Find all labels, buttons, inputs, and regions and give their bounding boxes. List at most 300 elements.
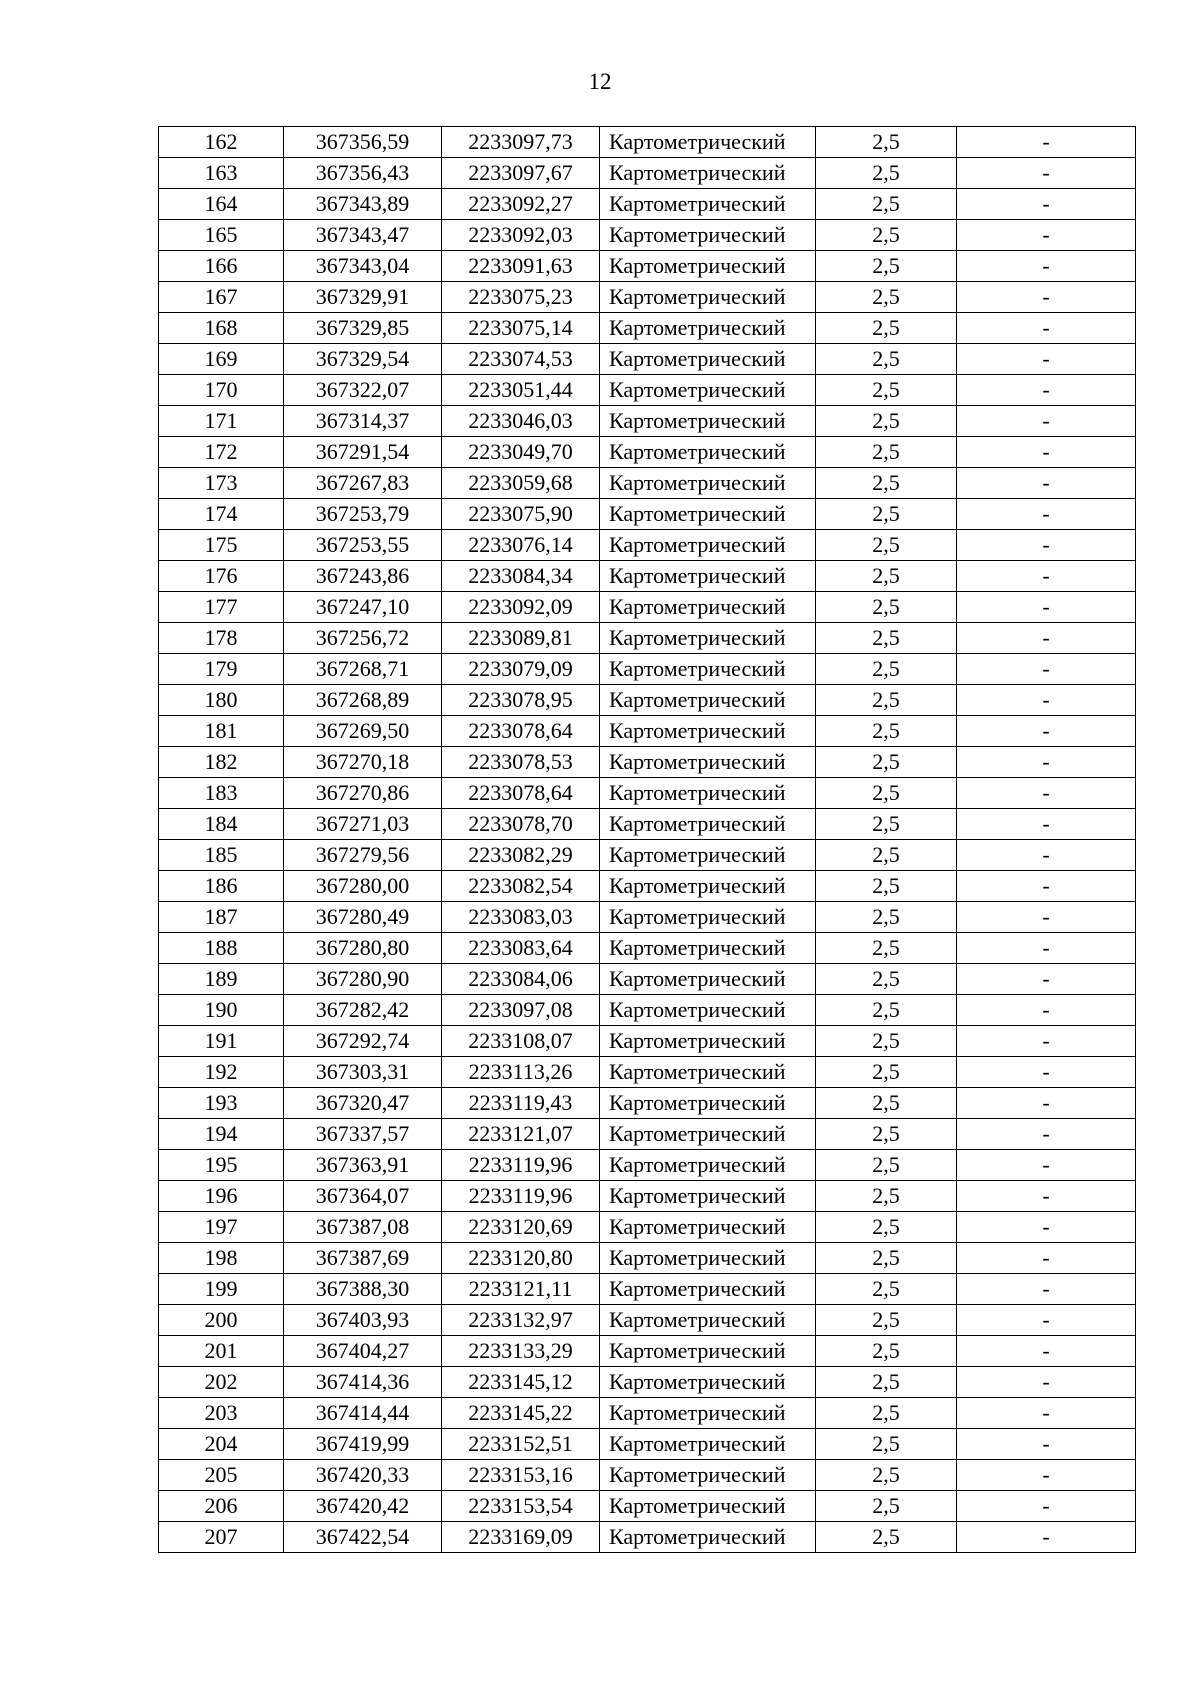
- y-coordinate-cell: 2233089,81: [442, 623, 600, 654]
- table-row: [159, 344, 1136, 375]
- description-cell: -: [957, 1491, 1136, 1522]
- point-number-cell: 169: [159, 344, 284, 375]
- description-cell: -: [957, 995, 1136, 1026]
- y-coordinate-cell: 2233051,44: [442, 375, 600, 406]
- x-coordinate-cell: 367270,18: [284, 747, 442, 778]
- method-cell: Картометрический: [600, 530, 816, 561]
- point-number-cell: 196: [159, 1181, 284, 1212]
- y-coordinate-cell: 2233097,08: [442, 995, 600, 1026]
- point-number-cell: 168: [159, 313, 284, 344]
- table-row: [159, 1026, 1136, 1057]
- accuracy-cell: 2,5: [816, 840, 957, 871]
- table-row: [159, 809, 1136, 840]
- y-coordinate-cell: 2233120,69: [442, 1212, 600, 1243]
- accuracy-cell: 2,5: [816, 933, 957, 964]
- point-number-cell: 187: [159, 902, 284, 933]
- description-cell: -: [957, 220, 1136, 251]
- point-number-cell: 183: [159, 778, 284, 809]
- accuracy-cell: 2,5: [816, 623, 957, 654]
- accuracy-cell: 2,5: [816, 716, 957, 747]
- y-coordinate-cell: 2233145,12: [442, 1367, 600, 1398]
- method-cell: Картометрический: [600, 1057, 816, 1088]
- method-cell: Картометрический: [600, 747, 816, 778]
- method-cell: Картометрический: [600, 1367, 816, 1398]
- x-coordinate-cell: 367292,74: [284, 1026, 442, 1057]
- accuracy-cell: 2,5: [816, 344, 957, 375]
- description-cell: -: [957, 406, 1136, 437]
- description-cell: -: [957, 282, 1136, 313]
- method-cell: Картометрический: [600, 437, 816, 468]
- point-number-cell: 175: [159, 530, 284, 561]
- method-cell: Картометрический: [600, 809, 816, 840]
- point-number-cell: 206: [159, 1491, 284, 1522]
- x-coordinate-cell: 367356,43: [284, 158, 442, 189]
- accuracy-cell: 2,5: [816, 1150, 957, 1181]
- y-coordinate-cell: 2233078,70: [442, 809, 600, 840]
- table-row: [159, 871, 1136, 902]
- point-number-cell: 199: [159, 1274, 284, 1305]
- description-cell: -: [957, 561, 1136, 592]
- point-number-cell: 192: [159, 1057, 284, 1088]
- y-coordinate-cell: 2233075,90: [442, 499, 600, 530]
- accuracy-cell: 2,5: [816, 1491, 957, 1522]
- point-number-cell: 205: [159, 1460, 284, 1491]
- accuracy-cell: 2,5: [816, 1057, 957, 1088]
- accuracy-cell: 2,5: [816, 592, 957, 623]
- y-coordinate-cell: 2233119,43: [442, 1088, 600, 1119]
- accuracy-cell: 2,5: [816, 1367, 957, 1398]
- description-cell: -: [957, 158, 1136, 189]
- point-number-cell: 172: [159, 437, 284, 468]
- accuracy-cell: 2,5: [816, 406, 957, 437]
- method-cell: Картометрический: [600, 995, 816, 1026]
- table-row: [159, 592, 1136, 623]
- point-number-cell: 176: [159, 561, 284, 592]
- method-cell: Картометрический: [600, 871, 816, 902]
- accuracy-cell: 2,5: [816, 902, 957, 933]
- accuracy-cell: 2,5: [816, 747, 957, 778]
- x-coordinate-cell: 367363,91: [284, 1150, 442, 1181]
- point-number-cell: 194: [159, 1119, 284, 1150]
- x-coordinate-cell: 367356,59: [284, 127, 442, 158]
- point-number-cell: 190: [159, 995, 284, 1026]
- point-number-cell: 166: [159, 251, 284, 282]
- point-number-cell: 191: [159, 1026, 284, 1057]
- y-coordinate-cell: 2233145,22: [442, 1398, 600, 1429]
- x-coordinate-cell: 367364,07: [284, 1181, 442, 1212]
- description-cell: -: [957, 933, 1136, 964]
- table-row: [159, 1119, 1136, 1150]
- y-coordinate-cell: 2233153,16: [442, 1460, 600, 1491]
- y-coordinate-cell: 2233092,03: [442, 220, 600, 251]
- point-number-cell: 174: [159, 499, 284, 530]
- description-cell: -: [957, 1150, 1136, 1181]
- coordinates-table-body: [159, 127, 1136, 1553]
- description-cell: -: [957, 313, 1136, 344]
- x-coordinate-cell: 367279,56: [284, 840, 442, 871]
- method-cell: Картометрический: [600, 1522, 816, 1553]
- accuracy-cell: 2,5: [816, 1429, 957, 1460]
- method-cell: Картометрический: [600, 716, 816, 747]
- description-cell: -: [957, 964, 1136, 995]
- table-row: [159, 964, 1136, 995]
- point-number-cell: 177: [159, 592, 284, 623]
- y-coordinate-cell: 2233153,54: [442, 1491, 600, 1522]
- coordinates-table: [158, 126, 1136, 1553]
- method-cell: Картометрический: [600, 282, 816, 313]
- y-coordinate-cell: 2233113,26: [442, 1057, 600, 1088]
- method-cell: Картометрический: [600, 1305, 816, 1336]
- x-coordinate-cell: 367271,03: [284, 809, 442, 840]
- accuracy-cell: 2,5: [816, 127, 957, 158]
- point-number-cell: 188: [159, 933, 284, 964]
- description-cell: -: [957, 251, 1136, 282]
- description-cell: -: [957, 1367, 1136, 1398]
- table-row: [159, 220, 1136, 251]
- x-coordinate-cell: 367403,93: [284, 1305, 442, 1336]
- x-coordinate-cell: 367343,04: [284, 251, 442, 282]
- method-cell: Картометрический: [600, 964, 816, 995]
- x-coordinate-cell: 367280,00: [284, 871, 442, 902]
- point-number-cell: 184: [159, 809, 284, 840]
- table-row: [159, 251, 1136, 282]
- description-cell: -: [957, 654, 1136, 685]
- method-cell: Картометрический: [600, 220, 816, 251]
- table-row: [159, 1398, 1136, 1429]
- method-cell: Картометрический: [600, 561, 816, 592]
- point-number-cell: 202: [159, 1367, 284, 1398]
- point-number-cell: 179: [159, 654, 284, 685]
- method-cell: Картометрический: [600, 1491, 816, 1522]
- y-coordinate-cell: 2233076,14: [442, 530, 600, 561]
- y-coordinate-cell: 2233133,29: [442, 1336, 600, 1367]
- y-coordinate-cell: 2233074,53: [442, 344, 600, 375]
- point-number-cell: 181: [159, 716, 284, 747]
- x-coordinate-cell: 367414,44: [284, 1398, 442, 1429]
- description-cell: -: [957, 623, 1136, 654]
- description-cell: -: [957, 1181, 1136, 1212]
- x-coordinate-cell: 367269,50: [284, 716, 442, 747]
- method-cell: Картометрический: [600, 1212, 816, 1243]
- x-coordinate-cell: 367280,49: [284, 902, 442, 933]
- table-row: [159, 747, 1136, 778]
- x-coordinate-cell: 367291,54: [284, 437, 442, 468]
- accuracy-cell: 2,5: [816, 809, 957, 840]
- point-number-cell: 171: [159, 406, 284, 437]
- x-coordinate-cell: 367282,42: [284, 995, 442, 1026]
- x-coordinate-cell: 367329,54: [284, 344, 442, 375]
- table-row: [159, 1522, 1136, 1553]
- method-cell: Картометрический: [600, 1026, 816, 1057]
- point-number-cell: 165: [159, 220, 284, 251]
- y-coordinate-cell: 2233083,03: [442, 902, 600, 933]
- y-coordinate-cell: 2233078,64: [442, 778, 600, 809]
- accuracy-cell: 2,5: [816, 220, 957, 251]
- point-number-cell: 189: [159, 964, 284, 995]
- y-coordinate-cell: 2233083,64: [442, 933, 600, 964]
- x-coordinate-cell: 367388,30: [284, 1274, 442, 1305]
- table-row: [159, 437, 1136, 468]
- description-cell: -: [957, 1336, 1136, 1367]
- table-row: [159, 313, 1136, 344]
- method-cell: Картометрический: [600, 1274, 816, 1305]
- x-coordinate-cell: 367414,36: [284, 1367, 442, 1398]
- method-cell: Картометрический: [600, 158, 816, 189]
- table-row: [159, 1181, 1136, 1212]
- description-cell: -: [957, 871, 1136, 902]
- table-row: [159, 406, 1136, 437]
- table-row: [159, 685, 1136, 716]
- table-row: [159, 530, 1136, 561]
- y-coordinate-cell: 2233059,68: [442, 468, 600, 499]
- accuracy-cell: 2,5: [816, 437, 957, 468]
- table-row: [159, 1429, 1136, 1460]
- y-coordinate-cell: 2233120,80: [442, 1243, 600, 1274]
- method-cell: Картометрический: [600, 1429, 816, 1460]
- description-cell: -: [957, 1274, 1136, 1305]
- y-coordinate-cell: 2233084,34: [442, 561, 600, 592]
- table-row: [159, 1491, 1136, 1522]
- method-cell: Картометрический: [600, 1119, 816, 1150]
- method-cell: Картометрический: [600, 251, 816, 282]
- description-cell: -: [957, 1119, 1136, 1150]
- table-row: [159, 1367, 1136, 1398]
- accuracy-cell: 2,5: [816, 1243, 957, 1274]
- point-number-cell: 198: [159, 1243, 284, 1274]
- x-coordinate-cell: 367387,08: [284, 1212, 442, 1243]
- x-coordinate-cell: 367247,10: [284, 592, 442, 623]
- y-coordinate-cell: 2233092,27: [442, 189, 600, 220]
- point-number-cell: 163: [159, 158, 284, 189]
- table-row: [159, 1212, 1136, 1243]
- table-row: [159, 561, 1136, 592]
- point-number-cell: 182: [159, 747, 284, 778]
- x-coordinate-cell: 367343,89: [284, 189, 442, 220]
- y-coordinate-cell: 2233078,64: [442, 716, 600, 747]
- x-coordinate-cell: 367303,31: [284, 1057, 442, 1088]
- accuracy-cell: 2,5: [816, 871, 957, 902]
- accuracy-cell: 2,5: [816, 685, 957, 716]
- method-cell: Картометрический: [600, 468, 816, 499]
- accuracy-cell: 2,5: [816, 375, 957, 406]
- table-row: [159, 1057, 1136, 1088]
- point-number-cell: 186: [159, 871, 284, 902]
- table-row: [159, 778, 1136, 809]
- accuracy-cell: 2,5: [816, 251, 957, 282]
- method-cell: Картометрический: [600, 592, 816, 623]
- method-cell: Картометрический: [600, 406, 816, 437]
- accuracy-cell: 2,5: [816, 1305, 957, 1336]
- point-number-cell: 195: [159, 1150, 284, 1181]
- y-coordinate-cell: 2233091,63: [442, 251, 600, 282]
- accuracy-cell: 2,5: [816, 468, 957, 499]
- table-row: [159, 499, 1136, 530]
- table-row: [159, 995, 1136, 1026]
- y-coordinate-cell: 2233119,96: [442, 1150, 600, 1181]
- table-row: [159, 840, 1136, 871]
- table-row: [159, 189, 1136, 220]
- table-row: [159, 1088, 1136, 1119]
- description-cell: -: [957, 902, 1136, 933]
- description-cell: -: [957, 747, 1136, 778]
- description-cell: -: [957, 437, 1136, 468]
- x-coordinate-cell: 367268,89: [284, 685, 442, 716]
- accuracy-cell: 2,5: [816, 1088, 957, 1119]
- table-row: [159, 1305, 1136, 1336]
- y-coordinate-cell: 2233152,51: [442, 1429, 600, 1460]
- y-coordinate-cell: 2233078,53: [442, 747, 600, 778]
- point-number-cell: 178: [159, 623, 284, 654]
- description-cell: -: [957, 468, 1136, 499]
- table-row: [159, 1460, 1136, 1491]
- accuracy-cell: 2,5: [816, 1212, 957, 1243]
- y-coordinate-cell: 2233079,09: [442, 654, 600, 685]
- table-row: [159, 282, 1136, 313]
- method-cell: Картометрический: [600, 685, 816, 716]
- point-number-cell: 180: [159, 685, 284, 716]
- x-coordinate-cell: 367329,85: [284, 313, 442, 344]
- table-row: [159, 158, 1136, 189]
- x-coordinate-cell: 367419,99: [284, 1429, 442, 1460]
- y-coordinate-cell: 2233132,97: [442, 1305, 600, 1336]
- method-cell: Картометрический: [600, 1460, 816, 1491]
- x-coordinate-cell: 367253,55: [284, 530, 442, 561]
- x-coordinate-cell: 367268,71: [284, 654, 442, 685]
- method-cell: Картометрический: [600, 499, 816, 530]
- y-coordinate-cell: 2233169,09: [442, 1522, 600, 1553]
- x-coordinate-cell: 367343,47: [284, 220, 442, 251]
- y-coordinate-cell: 2233097,67: [442, 158, 600, 189]
- table-row: [159, 902, 1136, 933]
- point-number-cell: 167: [159, 282, 284, 313]
- x-coordinate-cell: 367314,37: [284, 406, 442, 437]
- x-coordinate-cell: 367280,80: [284, 933, 442, 964]
- description-cell: -: [957, 127, 1136, 158]
- description-cell: -: [957, 809, 1136, 840]
- description-cell: -: [957, 1460, 1136, 1491]
- y-coordinate-cell: 2233121,11: [442, 1274, 600, 1305]
- accuracy-cell: 2,5: [816, 654, 957, 685]
- y-coordinate-cell: 2233119,96: [442, 1181, 600, 1212]
- x-coordinate-cell: 367387,69: [284, 1243, 442, 1274]
- accuracy-cell: 2,5: [816, 1522, 957, 1553]
- table-row: [159, 468, 1136, 499]
- accuracy-cell: 2,5: [816, 530, 957, 561]
- description-cell: -: [957, 1429, 1136, 1460]
- y-coordinate-cell: 2233049,70: [442, 437, 600, 468]
- x-coordinate-cell: 367404,27: [284, 1336, 442, 1367]
- accuracy-cell: 2,5: [816, 561, 957, 592]
- description-cell: -: [957, 778, 1136, 809]
- table-row: [159, 933, 1136, 964]
- point-number-cell: 170: [159, 375, 284, 406]
- x-coordinate-cell: 367420,42: [284, 1491, 442, 1522]
- description-cell: -: [957, 1398, 1136, 1429]
- method-cell: Картометрический: [600, 778, 816, 809]
- table-row: [159, 623, 1136, 654]
- y-coordinate-cell: 2233108,07: [442, 1026, 600, 1057]
- method-cell: Картометрический: [600, 1181, 816, 1212]
- accuracy-cell: 2,5: [816, 1336, 957, 1367]
- accuracy-cell: 2,5: [816, 189, 957, 220]
- y-coordinate-cell: 2233078,95: [442, 685, 600, 716]
- method-cell: Картометрический: [600, 1336, 816, 1367]
- x-coordinate-cell: 367280,90: [284, 964, 442, 995]
- description-cell: -: [957, 1088, 1136, 1119]
- description-cell: -: [957, 716, 1136, 747]
- method-cell: Картометрический: [600, 313, 816, 344]
- y-coordinate-cell: 2233082,29: [442, 840, 600, 871]
- description-cell: -: [957, 1243, 1136, 1274]
- accuracy-cell: 2,5: [816, 313, 957, 344]
- x-coordinate-cell: 367320,47: [284, 1088, 442, 1119]
- point-number-cell: 162: [159, 127, 284, 158]
- accuracy-cell: 2,5: [816, 1460, 957, 1491]
- description-cell: -: [957, 499, 1136, 530]
- description-cell: -: [957, 685, 1136, 716]
- method-cell: Картометрический: [600, 1088, 816, 1119]
- method-cell: Картометрический: [600, 127, 816, 158]
- description-cell: -: [957, 1057, 1136, 1088]
- y-coordinate-cell: 2233084,06: [442, 964, 600, 995]
- method-cell: Картометрический: [600, 654, 816, 685]
- point-number-cell: 173: [159, 468, 284, 499]
- accuracy-cell: 2,5: [816, 964, 957, 995]
- table-row: [159, 716, 1136, 747]
- point-number-cell: 201: [159, 1336, 284, 1367]
- method-cell: Картометрический: [600, 1150, 816, 1181]
- accuracy-cell: 2,5: [816, 1026, 957, 1057]
- y-coordinate-cell: 2233082,54: [442, 871, 600, 902]
- method-cell: Картометрический: [600, 189, 816, 220]
- description-cell: -: [957, 840, 1136, 871]
- table-row: [159, 1243, 1136, 1274]
- x-coordinate-cell: 367420,33: [284, 1460, 442, 1491]
- x-coordinate-cell: 367253,79: [284, 499, 442, 530]
- accuracy-cell: 2,5: [816, 1274, 957, 1305]
- description-cell: -: [957, 530, 1136, 561]
- description-cell: -: [957, 189, 1136, 220]
- accuracy-cell: 2,5: [816, 1119, 957, 1150]
- method-cell: Картометрический: [600, 902, 816, 933]
- x-coordinate-cell: 367329,91: [284, 282, 442, 313]
- accuracy-cell: 2,5: [816, 499, 957, 530]
- method-cell: Картометрический: [600, 840, 816, 871]
- description-cell: -: [957, 592, 1136, 623]
- description-cell: -: [957, 1212, 1136, 1243]
- x-coordinate-cell: 367422,54: [284, 1522, 442, 1553]
- method-cell: Картометрический: [600, 375, 816, 406]
- y-coordinate-cell: 2233121,07: [442, 1119, 600, 1150]
- description-cell: -: [957, 1026, 1136, 1057]
- accuracy-cell: 2,5: [816, 995, 957, 1026]
- method-cell: Картометрический: [600, 933, 816, 964]
- accuracy-cell: 2,5: [816, 1181, 957, 1212]
- accuracy-cell: 2,5: [816, 282, 957, 313]
- y-coordinate-cell: 2233092,09: [442, 592, 600, 623]
- x-coordinate-cell: 367322,07: [284, 375, 442, 406]
- x-coordinate-cell: 367256,72: [284, 623, 442, 654]
- point-number-cell: 204: [159, 1429, 284, 1460]
- page-number: 12: [588, 69, 612, 94]
- y-coordinate-cell: 2233046,03: [442, 406, 600, 437]
- description-cell: -: [957, 375, 1136, 406]
- x-coordinate-cell: 367337,57: [284, 1119, 442, 1150]
- point-number-cell: 203: [159, 1398, 284, 1429]
- description-cell: -: [957, 1305, 1136, 1336]
- method-cell: Картометрический: [600, 1398, 816, 1429]
- table-row: [159, 1274, 1136, 1305]
